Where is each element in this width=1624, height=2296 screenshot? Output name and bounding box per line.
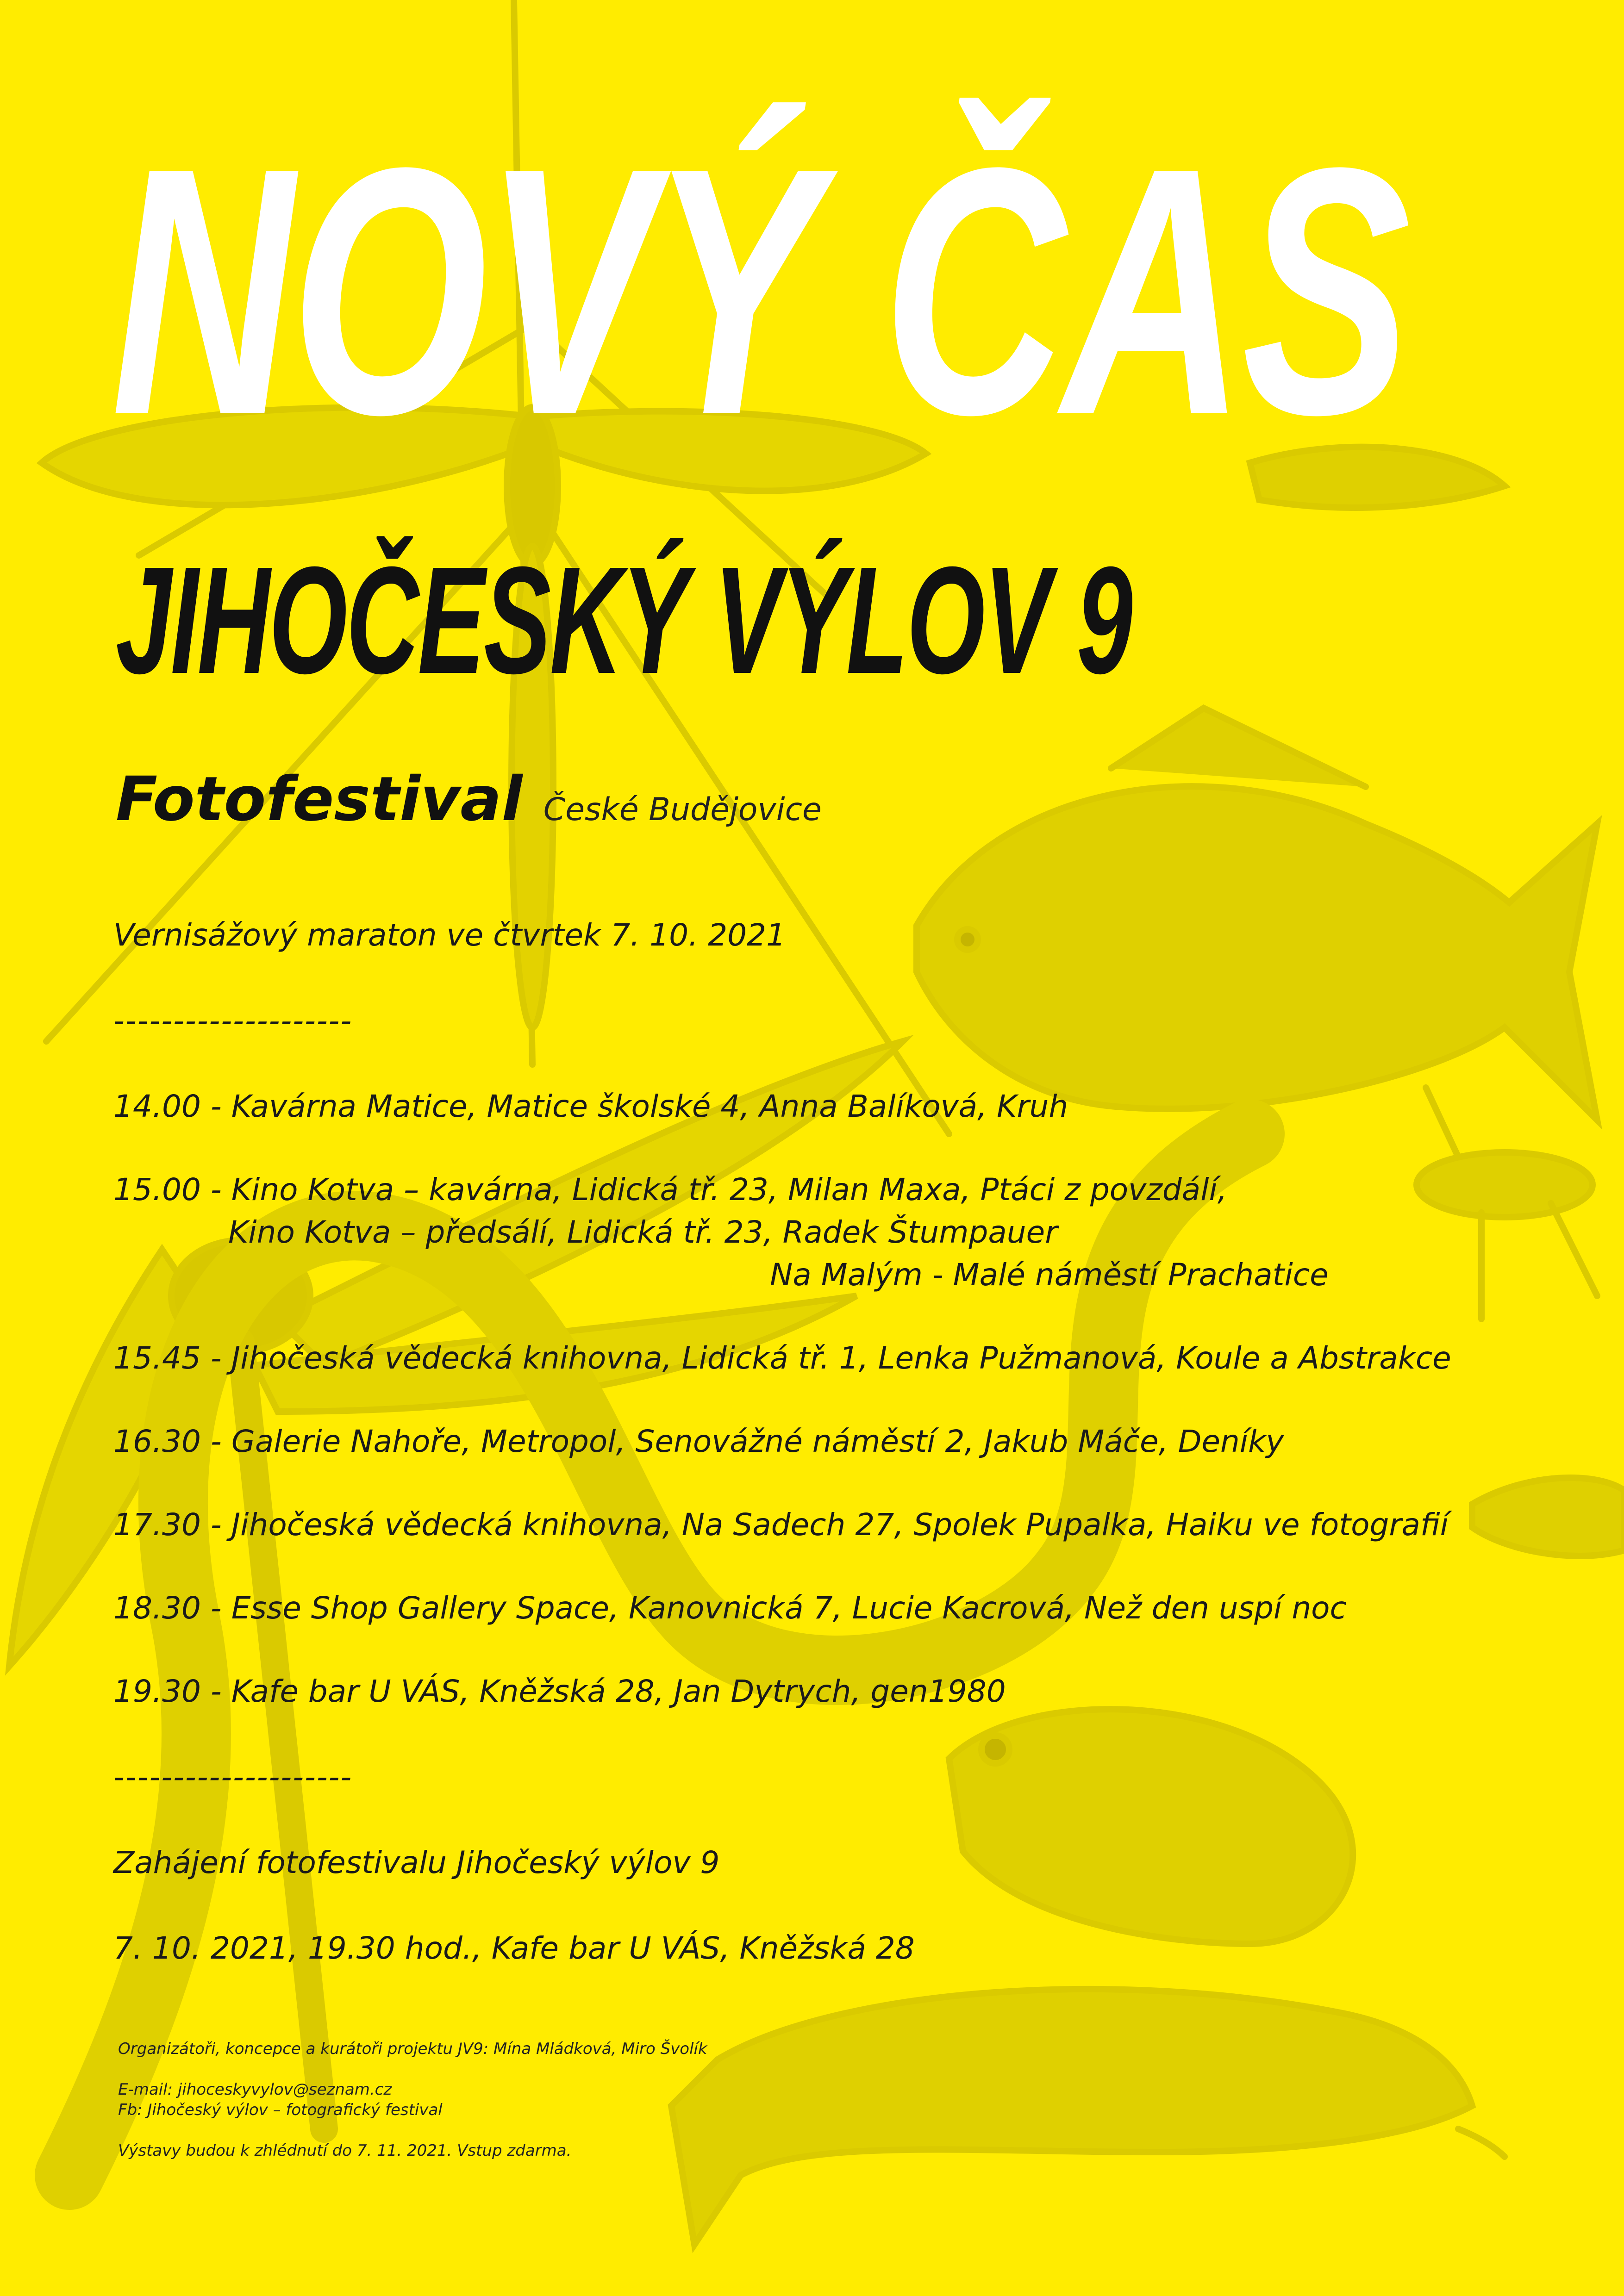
email-text: E-mail: jihoceskyvylov@seznam.cz [118, 2080, 392, 2099]
poster-subtitle: JIHOČESKÝ VÝLOV 9 [116, 535, 1132, 705]
footer [118, 2039, 707, 2161]
festival-city: České Budějovice [543, 791, 822, 828]
schedule-item: 15.00 - Kino Kotva – kavárna, Lidická tř. 23, Milan Maxa, Ptáci z povzdálí, [113, 1172, 1227, 1207]
poster-title: NOVÝ ČAS [111, 95, 1408, 488]
schedule-item: 19.30 - Kafe bar U VÁS, Kněžská 28, Jan Dytrych, gen1980 [113, 1674, 1006, 1709]
divider: -------------------- [113, 1003, 353, 1039]
schedule-item: 15.45 - Jihočeská vědecká knihovna, Lidická tř. 1, Lenka Pužmanová, Koule a Abstrakce [113, 1340, 1451, 1376]
divider: -------------------- [113, 1759, 353, 1795]
opening-details: 7. 10. 2021, 19.30 hod., Kafe bar U VÁS, Kněžská 28 [113, 1930, 915, 1966]
intro-text: Vernisážový maraton ve čtvrtek 7. 10. 2021 [113, 917, 786, 953]
schedule-item: 17.30 - Jihočeská vědecká knihovna, Na Sadech 27, Spolek Pupalka, Haiku ve fotografií [113, 1507, 1449, 1543]
schedule-item-continuation: Na Malým - Malé náměstí Prachatice [770, 1257, 1329, 1293]
schedule-item: 16.30 - Galerie Nahoře, Metropol, Senovážné náměstí 2, Jakub Máče, Deníky [113, 1424, 1284, 1459]
schedule-item: 14.00 - Kavárna Matice, Matice školské 4, Anna Balíková, Kruh [113, 1089, 1068, 1124]
program [113, 914, 1549, 1970]
exhibition-note: Výstavy budou k zhlédnutí do 7. 11. 2021. Vstup zdarma. [118, 2141, 572, 2160]
festival-heading [116, 764, 822, 835]
opening-title: Zahájení fotofestivalu Jihočeský výlov 9 [113, 1845, 720, 1880]
facebook-text: Fb: Jihočeský výlov – fotografický festival [118, 2101, 443, 2119]
organizers-text: Organizátoři, koncepce a kurátoři projektu JV9: Mína Mládková, Miro Švolík [118, 2040, 707, 2058]
schedule-item: 18.30 - Esse Shop Gallery Space, Kanovnická 7, Lucie Kacrová, Než den uspí noc [113, 1590, 1347, 1626]
festival-name: Fotofestival [116, 764, 523, 835]
pike-fish-icon [671, 1989, 1505, 2245]
schedule-item-continuation: Kino Kotva – předsálí, Lidická tř. 23, Radek Štumpauer [228, 1214, 1058, 1250]
